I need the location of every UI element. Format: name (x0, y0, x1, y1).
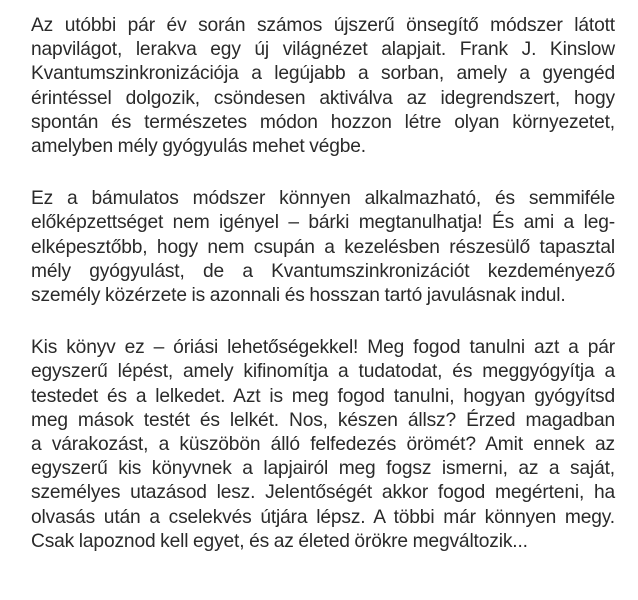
text-line: személyes utazásod lesz. Jelentőségét akkor fogod megérteni, ha (31, 482, 615, 504)
text-line: Az utóbbi pár év során számos újszerű önsegítő módszer látott (31, 15, 615, 36)
text-line: olvasás után a cselekvés útjára lépsz. A többi már könnyen megy. (31, 506, 615, 528)
text-line: amelyben mély gyógyulás mehet végbe. (31, 136, 366, 158)
text-line: a várakozást, a küszöbön álló felfedezés örömét? Amit ennek az (31, 434, 615, 456)
text-line: előképzettséget nem igényel – bárki megtanulhatja! És ami a leg- (31, 212, 615, 234)
text-line: testedet és a lelkedet. Azt is meg fogod tanulni, hogyan gyógyítsd (31, 385, 615, 407)
text-line: meg mások testét és lelkét. Nos, készen állsz? Érzed magadban (31, 409, 615, 431)
paragraph-2 (31, 187, 615, 308)
text-line: egyszerű kis könyvnek a lapjairól meg fogsz ismerni, az a saját, (31, 458, 615, 480)
text-line: Kis könyv ez – óriási lehetőségekkel! Meg fogod tanulni azt a pár (31, 337, 615, 359)
text-line: spontán és természetes módon hozzon létre olyan környezetet, (31, 111, 615, 133)
text-line: Csak lapoznod kell egyet, és az életed örökre megváltozik... (31, 530, 528, 552)
paragraph-1 (31, 14, 615, 159)
text-line: Ez a bámulatos módszer könnyen alkalmazható, és semmiféle (31, 188, 615, 210)
paragraph-3 (31, 336, 615, 554)
text-line: személy közérzete is azonnali és hosszan tartó javulásnak indul. (31, 285, 566, 307)
text-line: napvilágot, lerakva egy új világnézet alapjait. Frank J. Kinslow (31, 39, 615, 61)
text-page (31, 14, 615, 582)
text-line: egyszerű lépést, amely kifinomítja a tudatodat, és meggyógyítja a (31, 361, 615, 383)
text-line: érintéssel dolgozik, csöndesen aktiválva az idegrendszert, hogy (31, 87, 615, 109)
text-line: Kvantumszinkronizációja a legújabb a sorban, amely a gyengéd (31, 63, 615, 85)
text-line: mély gyógyulást, de a Kvantumszinkronizációt kezdeményező (31, 260, 615, 282)
text-line: elképesztőbb, hogy nem csupán a kezelésben részesülő tapasztal (31, 236, 615, 258)
